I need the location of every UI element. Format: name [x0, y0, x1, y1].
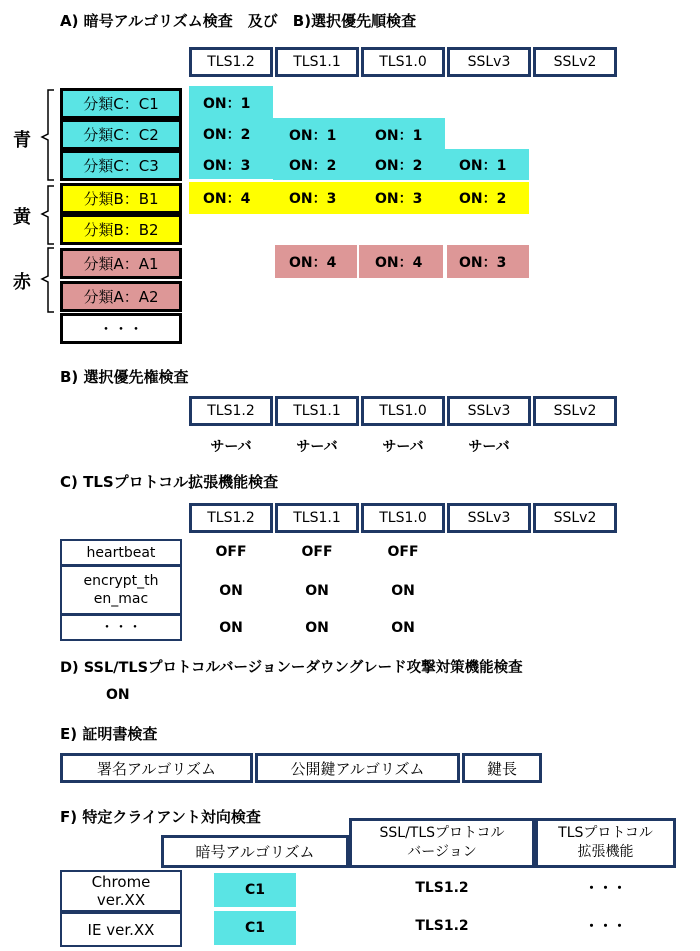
category-more: ・・・ [60, 313, 182, 344]
a-header-sslv3: SSLv3 [447, 47, 531, 77]
category-a1: 分類A：A1 [60, 248, 182, 279]
a-header-sslv2: SSLv2 [533, 47, 617, 77]
b-value-sslv3: サーバ [468, 439, 510, 455]
color-label-yellow: 黄 [13, 207, 31, 228]
section-f-title: F) 特定クライアント対向検査 [60, 808, 261, 826]
color-label-blue: 青 [13, 130, 31, 151]
e-signature-algorithm: 署名アルゴリズム [60, 753, 253, 783]
extension-heartbeat: heartbeat [60, 539, 182, 566]
section-d-title: D) SSL/TLSプロトコルバージョンーダウングレード攻撃対策機能検査 [60, 660, 523, 676]
c-heartbeat-tls10: OFF [387, 544, 419, 560]
b-header-sslv2: SSLv2 [533, 396, 617, 426]
extension-more: ・・・ [60, 614, 182, 641]
e-key-length: 鍵長 [462, 753, 542, 783]
f-header-tls-extension [535, 818, 676, 868]
category-a2: 分類A：A2 [60, 281, 182, 312]
c-more-tls11: ON [305, 620, 329, 636]
f-client-ie: IE ver.XX [60, 912, 182, 947]
e-public-key-algorithm: 公開鍵アルゴリズム [255, 753, 460, 783]
f-header-extension-line1: TLSプロトコル [558, 825, 653, 841]
group-braces [30, 86, 60, 322]
section-c-title: C) TLSプロトコル拡張機能検査 [60, 473, 279, 491]
c-etm-tls12: ON [219, 583, 243, 599]
c-etm-tls10: ON [391, 583, 415, 599]
b-header-tls11: TLS1.1 [275, 396, 359, 426]
f-header-protocol-version [349, 818, 535, 868]
c-header-tls11: TLS1.1 [275, 503, 359, 533]
b-value-tls12: サーバ [210, 439, 252, 455]
cell-c1-tls12: ON：1 [189, 86, 273, 179]
cell-c2-tls10: ON：1 [359, 118, 445, 180]
c-header-tls10: TLS1.0 [361, 503, 445, 533]
c-heartbeat-tls11: OFF [301, 544, 333, 560]
a-header-tls12: TLS1.2 [189, 47, 273, 77]
cell-c3-sslv3: ON：1 [445, 149, 529, 180]
extension-encrypt-line2: en_mac [93, 591, 149, 607]
f-client-chrome-line1: Chrome [91, 873, 151, 891]
c-heartbeat-tls12: OFF [215, 544, 247, 560]
f-header-protocol-line2: バージョン [407, 844, 477, 860]
category-b1: 分類B：B1 [60, 183, 182, 214]
cell-b1-tls12: ON：4 [203, 191, 251, 207]
section-e-title: E) 証明書検査 [60, 725, 158, 743]
f-chrome-extension: ・・・ [584, 881, 627, 897]
f-header-protocol-line1: SSL/TLSプロトコル [379, 825, 505, 841]
cell-a1-sslv3: ON：3 [447, 245, 529, 278]
f-header-extension-line2: 拡張機能 [577, 844, 634, 860]
b-header-tls10: TLS1.0 [361, 396, 445, 426]
c-header-sslv2: SSLv2 [533, 503, 617, 533]
cell-a1-tls10: ON：4 [359, 245, 443, 278]
brace-blue [42, 90, 54, 180]
f-ie-version: TLS1.2 [415, 918, 469, 934]
extension-encrypt-then-mac [60, 565, 182, 615]
color-label-red: 赤 [13, 272, 31, 293]
c-header-tls12: TLS1.2 [189, 503, 273, 533]
cell-c3-tls12: ON：3 [203, 157, 251, 174]
f-ie-cipher: C1 [214, 911, 296, 945]
extension-encrypt-line1: encrypt_th [83, 573, 159, 589]
f-client-chrome [60, 870, 182, 912]
cell-b1-tls10: ON：3 [375, 191, 423, 207]
b-header-tls12: TLS1.2 [189, 396, 273, 426]
section-b-title: B) 選択優先権検査 [60, 368, 189, 386]
f-chrome-cipher: C1 [214, 873, 296, 907]
cell-c3-tls10: ON：2 [375, 157, 423, 174]
brace-yellow [42, 186, 54, 244]
b-value-tls10: サーバ [382, 439, 424, 455]
category-c3: 分類C：C3 [60, 150, 182, 181]
cell-c3-tls11: ON：2 [289, 157, 337, 174]
cell-b1-sslv3: ON：2 [459, 191, 507, 207]
a-header-tls11: TLS1.1 [275, 47, 359, 77]
category-c2: 分類C：C2 [60, 119, 182, 150]
cell-c2-tls11: ON：1 [273, 118, 359, 180]
f-header-cipher: 暗号アルゴリズム [161, 835, 349, 868]
cell-b1-tls11: ON：3 [289, 191, 337, 207]
f-ie-extension: ・・・ [584, 919, 627, 935]
brace-red [42, 248, 54, 312]
cell-c2-tls12: ON：2 [203, 126, 251, 143]
d-value: ON [106, 687, 130, 703]
a-header-tls10: TLS1.0 [361, 47, 445, 77]
category-b2: 分類B：B2 [60, 214, 182, 245]
c-header-sslv3: SSLv3 [447, 503, 531, 533]
cell-a1-tls11: ON：4 [275, 245, 357, 278]
f-client-chrome-line2: ver.XX [96, 891, 146, 909]
section-a-title: A) 暗号アルゴリズム検査 及び B)選択優先順検査 [60, 12, 417, 30]
b-value-tls11: サーバ [296, 439, 338, 455]
f-chrome-version: TLS1.2 [415, 880, 469, 896]
category-c1: 分類C：C1 [60, 88, 182, 119]
c-more-tls12: ON [219, 620, 243, 636]
b-header-sslv3: SSLv3 [447, 396, 531, 426]
c-more-tls10: ON [391, 620, 415, 636]
c-etm-tls11: ON [305, 583, 329, 599]
